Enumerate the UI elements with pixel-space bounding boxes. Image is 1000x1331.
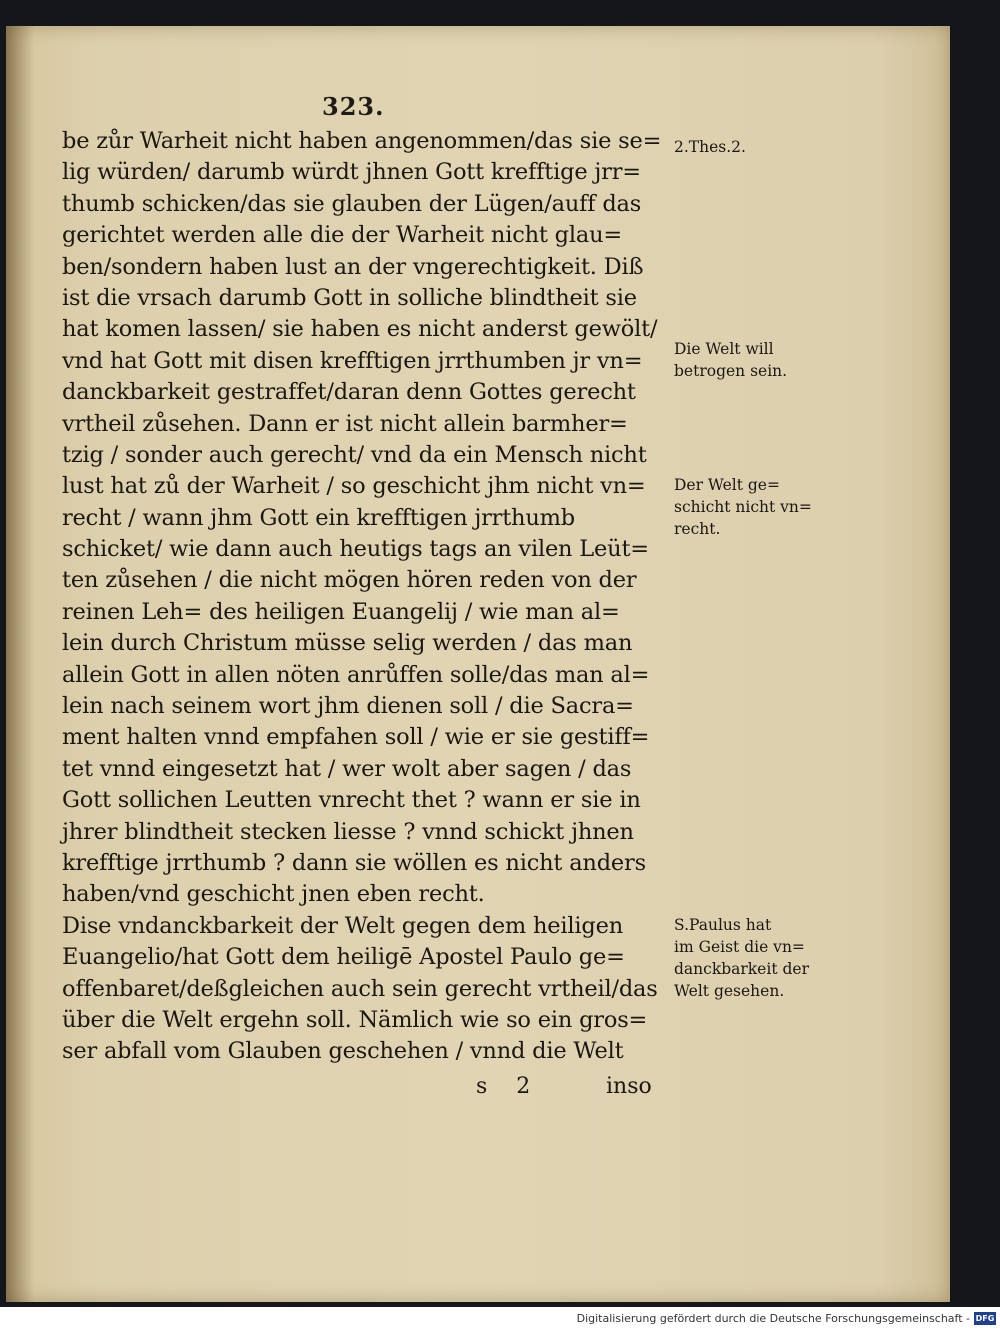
text-line: lein nach seinem wort jhm dienen soll / die Sacra= — [62, 693, 634, 720]
footer-bar — [0, 1307, 1000, 1331]
page-gutter-shadow — [6, 26, 34, 1302]
marginal-note — [674, 338, 844, 382]
text-line: tzig / sonder auch gerecht/ vnd da ein Mensch nicht — [62, 441, 647, 468]
text-line: ben/sondern haben lust an der vngerechtigkeit. Diß — [62, 253, 644, 280]
marginal-note-line: schicht nicht vn= — [674, 498, 812, 516]
marginal-note-line: danckbarkeit der — [674, 960, 809, 978]
text-line: be zůr Warheit nicht haben angenommen/das sie se= — [62, 128, 662, 154]
text-line: ten zůsehen / die nicht mögen hören reden von der — [62, 567, 637, 594]
marginal-note-line: Die Welt will — [674, 340, 774, 358]
page-number: 323. — [322, 92, 385, 121]
text-line: krefftige jrrthumb ? dann sie wöllen es nicht anders — [62, 849, 646, 876]
signature-mark: s 2 — [476, 1074, 531, 1099]
text-line: ment halten vnnd empfahen soll / wie er sie gestiff= — [62, 724, 650, 751]
text-line: jhrer blindtheit stecken liesse ? vnnd schickt jhnen — [62, 818, 634, 845]
text-line: schicket/ wie dann auch heutigs tags an vilen Leüt= — [62, 536, 649, 563]
text-line: über die Welt ergehn soll. Nämlich wie so ein gros= — [62, 1006, 648, 1033]
text-line: tet vnnd eingesetzt hat / wer wolt aber sagen / das — [62, 755, 632, 782]
funding-credit: Digitalisierung gefördert durch die Deutsche Forschungsgemeinschaft - — [576, 1312, 970, 1325]
marginal-note-line: betrogen sein. — [674, 362, 788, 380]
text-line: vnd hat Gott mit disen krefftigen jrrthumben jr vn= — [62, 347, 643, 374]
text-line: ser abfall vom Glauben geschehen / vnnd die Welt — [62, 1038, 624, 1065]
text-line: recht / wann jhm Gott ein krefftigen jrrthumb — [62, 504, 575, 531]
text-line: danckbarkeit gestraffet/daran denn Gottes gerecht — [62, 379, 636, 406]
text-line: allein Gott in allen nöten anrůffen solle/das man al= — [62, 661, 650, 688]
text-line: Euangelio/hat Gott dem heiligē Apostel Paulo ge= — [62, 944, 625, 971]
dfg-logo: DFG — [975, 1314, 995, 1323]
text-line: vrtheil zůsehen. Dann er ist nicht allein barmher= — [62, 410, 628, 437]
marginal-note — [674, 136, 844, 158]
text-line: lust hat zů der Warheit / so geschicht jhm nicht vn= — [62, 473, 646, 500]
marginal-note — [674, 474, 844, 540]
text-line: offenbaret/deßgleichen auch sein gerecht vrtheil/das — [62, 975, 658, 1002]
marginal-note-line: 2.Thes.2. — [674, 138, 746, 156]
text-line: Gott sollichen Leutten vnrecht thet ? wann er sie in — [62, 787, 641, 814]
text-line: Dise vndanckbarkeit der Welt gegen dem heiligen — [62, 912, 624, 939]
main-text-block — [62, 126, 668, 1068]
text-line: thumb schicken/das sie glauben der Lügen/auff das — [62, 190, 642, 217]
text-line: lig würden/ darumb würdt jhnen Gott krefftige jrr= — [62, 159, 641, 186]
text-line: reinen Leh= des heiligen Euangelij / wie man al= — [62, 598, 620, 625]
marginal-note-line: Welt gesehen. — [674, 982, 785, 1000]
marginal-note-line: recht. — [674, 520, 721, 538]
text-line: ist die vrsach darumb Gott in solliche blindtheit sie — [62, 284, 637, 311]
text-line: gerichtet werden alle die der Warheit nicht glau= — [62, 222, 623, 249]
text-line: lein durch Christum müsse selig werden / das man — [62, 630, 633, 657]
marginal-note — [674, 914, 844, 1002]
catchword: inso — [606, 1074, 652, 1099]
marginal-note-line: im Geist die vn= — [674, 938, 805, 956]
text-line: haben/vnd geschicht jnen eben recht. — [62, 881, 485, 908]
marginal-note-line: Der Welt ge= — [674, 476, 780, 494]
marginal-note-line: S.Paulus hat — [674, 916, 772, 934]
text-line: hat komen lassen/ sie haben es nicht anderst gewölt/ — [62, 316, 658, 343]
